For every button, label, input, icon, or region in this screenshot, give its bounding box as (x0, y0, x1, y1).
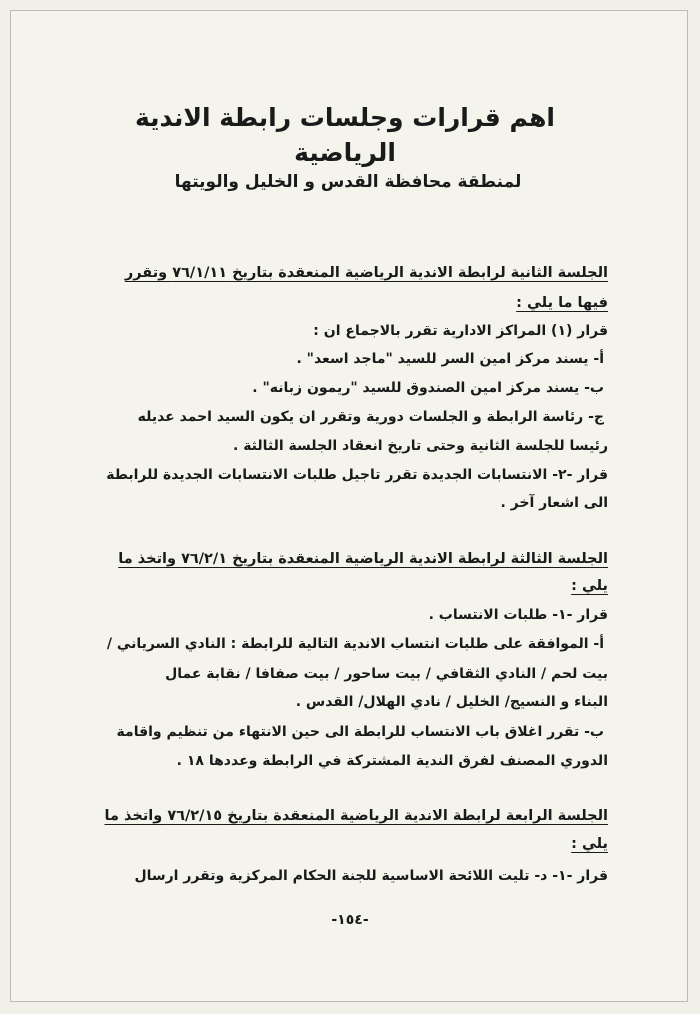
session4-heading-cont: يلي : (571, 836, 608, 852)
session2-item-c-cont: رئيسا للجلسة الثانية وحتى تاريخ انعقاد الجلسة الثالثة . (233, 438, 608, 454)
session2-item-b: ب- يسند مركز امين الصندوق للسيد "ريمون زبانه" . (252, 380, 604, 396)
session2-heading-cont: فيها ما يلي : (516, 295, 608, 311)
session2-item-a: أ- يسند مركز امين السر للسيد "ماجد اسعد" . (296, 351, 604, 367)
document-subtitle: لمنطقة محافظة القدس و الخليل والويتها (174, 172, 522, 192)
page-number: -١٥٤- (331, 912, 369, 928)
document-title: اهم قرارات وجلسات رابطة الاندية الرياضية (134, 103, 556, 167)
session4-heading: الجلسة الرابعة لرابطة الاندية الرياضية المنعقدة بتاريخ ٧٦/٢/١٥ واتخذ ما (104, 808, 608, 824)
session3-heading: الجلسة الثالثة لرابطة الاندية الرياضية المنعقدة بتاريخ ٧٦/٢/١ واتخذ ما (118, 551, 608, 567)
session4-decision1: قرار -١- د- تليت اللائحة الاساسية للجنة الحكام المركزية وتقرر ارسال (134, 868, 608, 884)
session2-decision2-cont: الى اشعار آخر . (500, 495, 608, 511)
session3-item-a: أ- الموافقة على طلبات انتساب الاندية التالية للرابطة : النادي السرياني / (106, 636, 604, 652)
session3-item-a-cont1: بيت لحم / النادي الثقافي / بيت ساحور / بيت صفافا / نقابة عمال (165, 666, 608, 682)
session3-decision1: قرار -١- طلبات الانتساب . (428, 607, 608, 623)
session3-heading-cont: يلي : (571, 578, 608, 594)
session2-heading: الجلسة الثانية لرابطة الاندية الرياضية المنعقدة بتاريخ ٧٦/١/١١ وتقرر (124, 265, 608, 281)
session2-decision2: قرار -٢- الانتسابات الجديدة تقرر تاجيل طلبات الانتسابات الجديدة للرابطة (106, 467, 608, 483)
session3-item-a-cont2: البناء و النسيج/ الخليل / نادي الهلال/ القدس . (295, 694, 608, 710)
session2-item-c: ج- رئاسة الرابطة و الجلسات دورية وتقرر ان يكون السيد احمد عديله (137, 409, 604, 425)
session3-item-b-cont: الدوري المصنف لفرق الندية المشتركة في الرابطة وعددها ١٨ . (176, 753, 608, 769)
session3-item-b: ب- تقرر اغلاق باب الانتساب للرابطة الى حين الانتهاء من تنظيم واقامة (116, 724, 604, 740)
document-body (88, 0, 608, 1014)
session2-decision1: قرار (١) المراكز الادارية تقرر بالاجماع ان : (313, 323, 608, 339)
